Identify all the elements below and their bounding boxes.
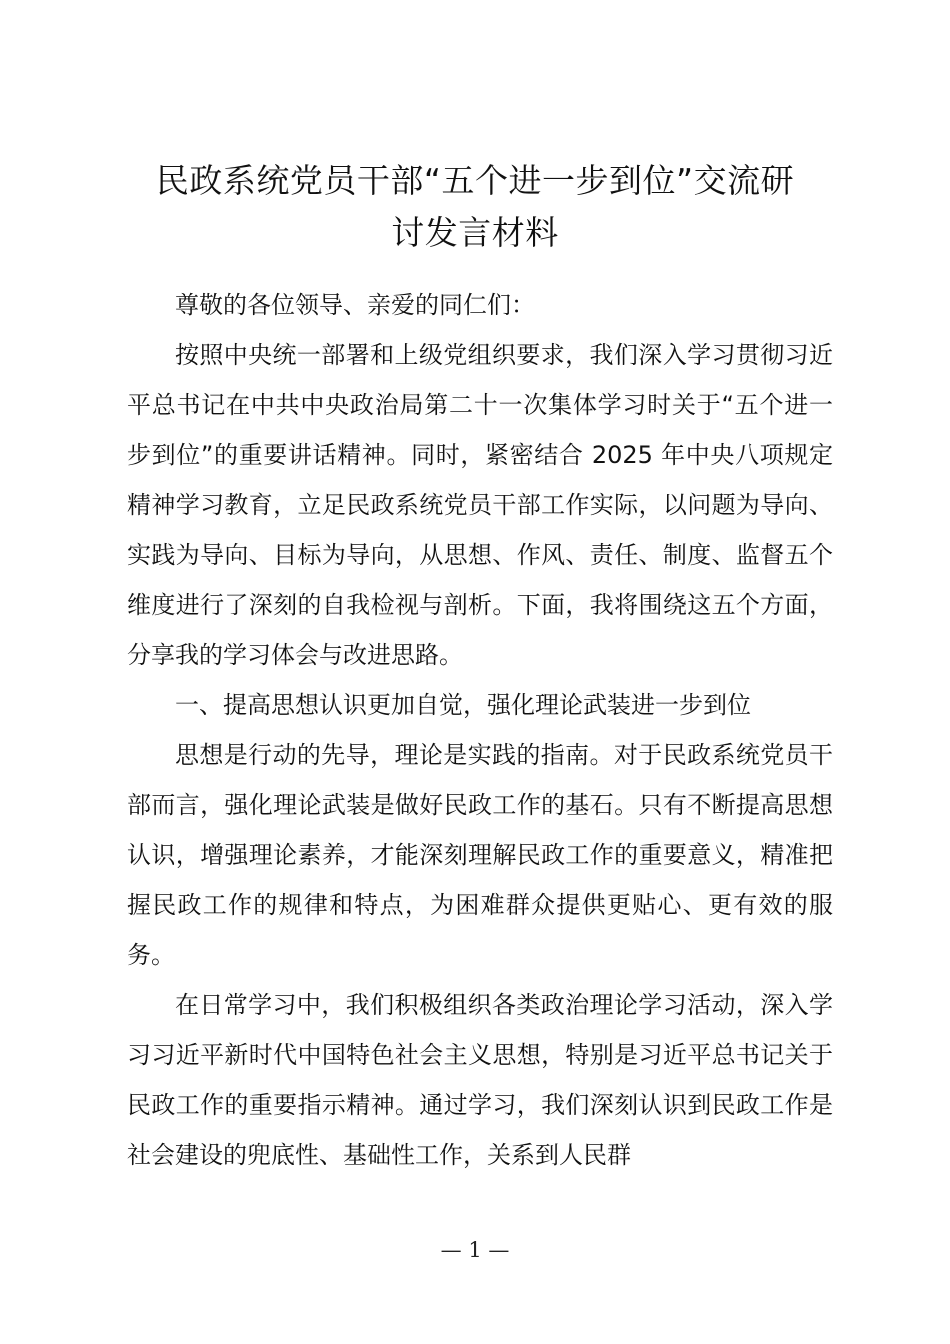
- salutation: 尊敬的各位领导、亲爱的同仁们：: [175, 291, 535, 319]
- title-line-1: 民政系统党员干部“五个进一步到位”交流研: [155, 161, 795, 200]
- section-heading-1: 一、提高思想认识更加自觉，强化理论武装进一步到位: [175, 691, 751, 719]
- paragraph-intro: 按照中央统一部署和上级党组织要求，我们深入学习贯彻习近平总书记在中共中央政治局第二十一次集体学习时关于“五个进一步到位”的重要讲话精神。同时，紧密结合 2025 年中央八项规定精神学习教育，立足民政系统党员干部工作实际，以问题为导向、实践为导向、目标为导向，从思想、作风、责任、制度、监督五个维度进行了深刻的自我检视与剖析。下面，我将围绕这五个方面，分享我的学习体会与改进思路。: [127, 341, 833, 669]
- paragraph-2: 在日常学习中，我们积极组织各类政治理论学习活动，深入学习习近平新时代中国特色社会主义思想，特别是习近平总书记关于民政工作的重要指示精神。通过学习，我们深刻认识到民政工作是社会建设的兜底性、基础性工作，关系到人民群: [127, 991, 833, 1169]
- page-number: — 1 —: [440, 1238, 510, 1262]
- document-title: [100, 155, 850, 259]
- document-body: [127, 280, 833, 1180]
- paragraph-1: 思想是行动的先导，理论是实践的指南。对于民政系统党员干部而言，强化理论武装是做好民政工作的基石。只有不断提高思想认识，增强理论素养，才能深刻理解民政工作的重要意义，精准把握民政工作的规律和特点，为困难群众提供更贴心、更有效的服务。: [127, 741, 833, 969]
- title-line-2: 讨发言材料: [391, 213, 559, 252]
